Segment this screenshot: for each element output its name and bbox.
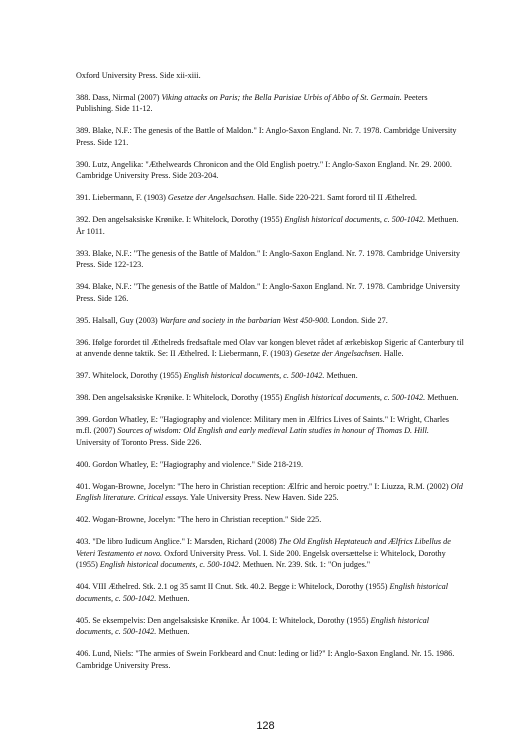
endnote-text: 401. Wogan-Browne, Jocelyn: "The hero in Christian reception: Ælfric and heroic poetry." I: Liuzza, R.M. (2002) [76,481,451,491]
endnote [76,192,464,204]
endnote [76,281,464,304]
page-number: 128 [256,720,275,732]
endnote-text: 396. Ifølge forordet til Æthelreds fredsaftale med Olav var kongen blevet rådet af ærkebiskop Sigeric af Canterbury til at anvende denne taktik. Se: II Æthelred. I: Liebermann, F. (1903) [76,337,464,359]
endnote-text: Halle. [381,349,404,359]
endnote-title-italic: Warfare and society in the barbarian West 450-900. [159,315,330,325]
endnote [76,337,464,360]
endnote-title-italic: Old English literature. Critical essays. [76,481,463,503]
endnote [76,648,464,671]
endnote-text: Peeters Publishing. Side 11-12. [76,92,428,114]
endnote-title-italic: English historical documents, c. 500-1042. [183,371,325,381]
endnote-title-italic: English historical documents, c. 500-1042. [284,215,426,225]
endnote-text: 405. Se eksempelvis: Den angelsaksiske Krønike. År 1004. I: Whitelock, Dorothy (1955) [76,615,371,625]
endnote-title-italic: Gesetze der Angelsachsen. [167,193,256,203]
endnote-text: 400. Gordon Whatley, E: "Hagiography and violence." Side 218-219. [76,459,304,469]
endnote [76,459,464,471]
endnote [76,214,464,237]
endnote-text: Methuen. Nr. 239. Stk. 1: "On judges." [240,560,371,570]
endnote [76,315,464,327]
endnote-text: 391. Liebermann, F. (1903) [76,193,168,203]
endnote-text: 389. Blake, N.F.: The genesis of the Battle of Maldon." I: Anglo-Saxon England. Nr. 7. 1978. Cambridge University Press. Side 121. [76,126,457,147]
endnote-text: Oxford University Press. Vol. I. Side 200. Engelsk oversættelse i: Whitelock, Dorothy (1955) [76,548,446,570]
endnote-title-italic: Sources of wisdom: Old English and early medieval Latin studies in honour of Thomas D. Hill. [117,426,429,436]
endnote [76,92,464,115]
endnote-text: Methuen. År 1011. [76,215,459,236]
endnote-title-italic: Viking attacks on Paris; the Bella Parisiae Urbis of Abbo of St. Germain. [161,92,402,102]
endnote-title-italic: English historical documents, c. 500-1042. [76,582,448,603]
endnote [76,248,464,271]
endnote [76,414,464,449]
endnote-text: 406. Lund, Niels: "The armies of Swein Forkbeard and Cnut: leding or lid?" I: Anglo-Saxon England. Nr. 15. 1986. Cambridge University Press. [76,649,455,670]
endnote-text: London. Side 27. [329,315,388,325]
endnote-text: 390. Lutz, Angelika: "Æthelweards Chronicon and the Old English poetry." I: Anglo-Saxon England. Nr. 29. 2000. Cambridge University Press. Side 203-204. [76,159,452,181]
endnote-text: University of Toronto Press. Side 226. [76,438,202,448]
endnote-title-italic: English historical documents, c. 500-1042. [76,615,429,637]
endnote [76,159,464,182]
endnote-text: Methuen. [156,627,190,637]
endnote-text: 388. Dass, Nirmal (2007) [76,92,162,102]
endnote-title-italic: The Old English Heptateuch and Ælfrics Libellus de Veteri Testamento et novo. [76,537,451,558]
endnote-text: Halle. Side 220-221. Samt forord til II Æthelred. [255,193,417,203]
endnote-text: 392. Den angelsaksiske Krønike. I: Whitelock, Dorothy (1955) [76,215,285,225]
endnote [76,70,464,82]
endnote-text: 395. Halsall, Guy (2003) [76,315,160,325]
endnote [76,581,464,604]
endnote [76,615,464,638]
endnote-title-italic: English historical documents, c. 500-1042. [284,392,426,402]
endnote [76,392,464,404]
endnote-text: 393. Blake, N.F.: "The genesis of the Battle of Maldon." I: Anglo-Saxon England. Nr. 7. 1978. Cambridge University Press. Side 122-123. [76,248,460,270]
endnotes-list [76,70,464,682]
endnote [76,481,464,504]
endnote-text: 398. Den angelsaksiske Krønike. I: Whitelock, Dorothy (1955) [76,392,285,402]
endnote-text: 404. VIII Æthelred. Stk. 2.1 og 35 samt II Cnut. Stk. 40.2. Begge i: Whitelock, Dorothy (1955) [76,582,390,592]
endnote-text: Methuen. [156,593,190,603]
endnote-title-italic: English historical documents, c. 500-1042. [99,560,241,570]
endnote [76,536,464,571]
endnote [76,370,464,382]
endnote-text: Oxford University Press. Side xii-xiii. [76,71,201,80]
endnote-text: 394. Blake, N.F.: "The genesis of the Battle of Maldon." I: Anglo-Saxon England. Nr. 7. 1978. Cambridge University Press. Side 126. [76,282,460,303]
endnote-text: Methuen. [324,371,358,381]
endnote-text: Yale University Press. New Haven. Side 225. [188,493,339,503]
endnote-text: 399. Gordon Whatley, E: "Hagiography and violence: Military men in Ælfrics Lives of Saints." I: Wright, Charles m.fl. (2007) [76,414,449,436]
endnote [76,125,464,148]
endnote-text: 402. Wogan-Browne, Jocelyn: "The hero in Christian reception." Side 225. [76,515,322,525]
endnote-title-italic: Gesetze der Angelsachsen. [294,349,382,359]
endnote-text: Methuen. [425,392,459,402]
endnote [76,514,464,526]
endnote-text: 403. "De libro Iudicum Anglice." I: Marsden, Richard (2008) [76,537,279,547]
endnote-text: 397. Whitelock, Dorothy (1955) [76,371,184,381]
